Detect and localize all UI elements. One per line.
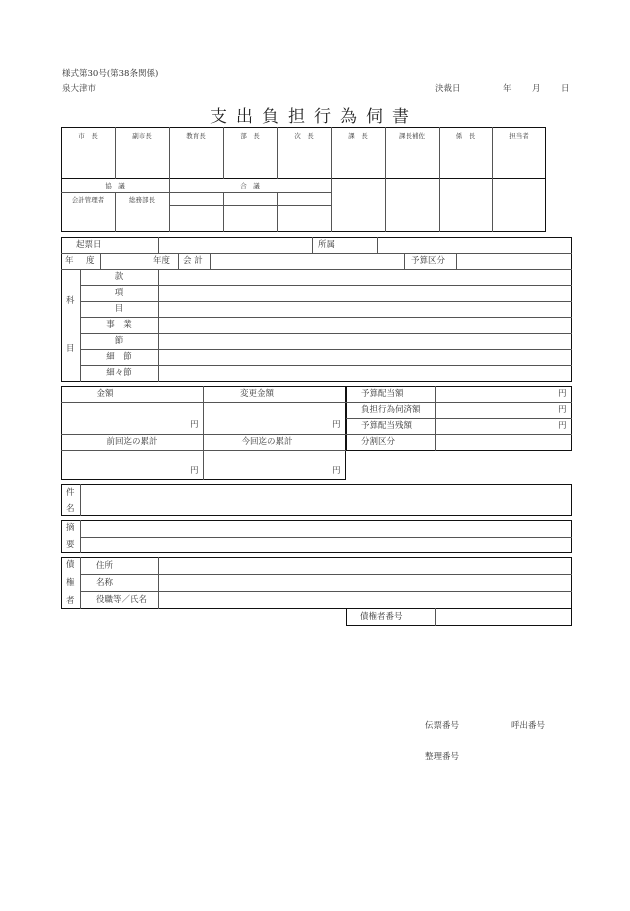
grid-line — [385, 127, 386, 232]
approval-divider — [61, 178, 546, 179]
subject-row-label: 事 業 — [106, 320, 132, 330]
grid-line — [203, 386, 204, 480]
grid-line — [169, 205, 331, 206]
summary-field-line-2[interactable] — [82, 538, 570, 552]
subject-row-label: 目 — [114, 304, 124, 314]
approval-stamp-table — [61, 127, 546, 232]
grid-line — [158, 557, 159, 609]
stamp-label-subsection-chief: 係 長 — [455, 132, 476, 140]
grid-line — [61, 450, 346, 451]
committed-amount-label: 負担行為伺済額 — [361, 405, 421, 415]
subject-row-label: 款 — [114, 272, 124, 282]
changed-amount-label: 変更金額 — [239, 389, 274, 399]
subject-row-label: 細々節 — [106, 368, 132, 378]
previous-total-label: 前回迄の累計 — [106, 437, 158, 447]
amount-yen: 円 — [190, 420, 199, 430]
split-category-field[interactable] — [437, 435, 570, 449]
summary-label-char: 摘 — [66, 523, 75, 533]
creditor-name-field[interactable] — [160, 576, 570, 590]
stamp-label-assistant-chief: 課長補佐 — [399, 132, 425, 140]
stamp-label-deputy-director: 次 長 — [294, 132, 314, 140]
account-label: 会 計 — [183, 256, 203, 266]
changed-amount-field[interactable] — [205, 404, 331, 432]
subject-row-label: 細 節 — [106, 352, 132, 362]
department-field[interactable] — [379, 238, 571, 252]
draft-date-label: 起票日 — [76, 240, 102, 250]
subject-label-char: 名 — [66, 504, 75, 514]
grid-line — [404, 253, 405, 269]
amount-field[interactable] — [63, 404, 191, 432]
joint-consultation-label: 合 議 — [240, 182, 260, 190]
creditor-name-label: 名称 — [96, 578, 114, 588]
subject-field-moku[interactable] — [160, 302, 571, 316]
budget-allocation-label: 予算配当額 — [361, 389, 404, 399]
fiscal-year-label: 年 度 — [65, 256, 97, 266]
summary-field-line-1[interactable] — [82, 522, 570, 536]
account-field[interactable] — [212, 254, 402, 268]
current-total-label: 今回迄の累計 — [241, 437, 293, 447]
stamp-label-mayor: 市 長 — [78, 132, 98, 140]
subject-field-saisaisetsu[interactable] — [160, 366, 571, 380]
summary-label-char: 要 — [66, 540, 75, 550]
subject-title-field[interactable] — [82, 486, 570, 514]
grid-line — [377, 237, 378, 253]
decision-day-label: 日 — [561, 84, 570, 94]
grid-line — [492, 127, 493, 232]
grid-line — [439, 127, 440, 232]
subject-field-project[interactable] — [160, 318, 571, 332]
creditor-title-name-field[interactable] — [160, 593, 570, 607]
creditor-address-label: 住所 — [96, 561, 114, 571]
fiscal-year-field[interactable] — [102, 254, 152, 268]
decision-month-label: 月 — [532, 84, 541, 94]
subject-row-label: 項 — [114, 288, 124, 298]
grid-line — [456, 253, 457, 269]
stamp-label-superintendent: 教育長 — [186, 132, 206, 140]
committed-amount-yen: 円 — [558, 405, 567, 415]
department-label: 所属 — [318, 240, 336, 250]
grid-line — [210, 253, 211, 269]
stamp-label-general-affairs-director: 総務部長 — [129, 196, 155, 204]
previous-total-field[interactable] — [63, 452, 191, 478]
creditor-number-field[interactable] — [437, 609, 570, 625]
budget-remaining-label: 予算配当残額 — [361, 421, 413, 431]
grid-line — [158, 269, 159, 382]
voucher-number-label: 伝票番号 — [425, 721, 460, 731]
fiscal-year-suffix: 年度 — [153, 256, 171, 266]
subject-field-kan[interactable] — [160, 270, 571, 284]
grid-line — [331, 127, 332, 232]
creditor-label-char: 権 — [66, 578, 75, 588]
draft-date-field[interactable] — [160, 238, 311, 252]
grid-line — [80, 574, 572, 575]
grid-line — [80, 557, 81, 609]
committed-amount-field[interactable] — [437, 403, 557, 417]
creditor-address-field[interactable] — [160, 559, 570, 573]
stamp-label-deputy-mayor: 副市長 — [132, 132, 152, 140]
budget-category-field[interactable] — [458, 254, 571, 268]
budget-category-label: 予算区分 — [411, 256, 446, 266]
creditor-title-name-label: 役職等／氏名 — [96, 595, 148, 605]
grid-line — [178, 253, 179, 269]
grid-line — [158, 237, 159, 253]
creditor-label-char: 者 — [66, 596, 75, 606]
decision-date-label: 決裁日 — [435, 84, 461, 94]
grid-line — [61, 402, 346, 403]
stamp-label-section-chief: 課 長 — [348, 132, 368, 140]
subject-label-char: 件 — [66, 488, 75, 498]
grid-line — [100, 253, 101, 269]
reference-number-label: 整理番号 — [425, 752, 460, 762]
creditor-number-label: 債権者番号 — [360, 612, 403, 622]
stamp-label-accounting-manager: 会計管理者 — [71, 196, 105, 204]
call-number-label: 呼出番号 — [511, 721, 546, 731]
budget-remaining-field[interactable] — [437, 419, 557, 433]
budget-allocation-yen: 円 — [558, 389, 567, 399]
subject-label-top: 科 — [66, 296, 75, 306]
subject-label-bottom: 目 — [66, 344, 75, 354]
creditor-label-char: 債 — [66, 560, 75, 570]
previous-total-yen: 円 — [190, 466, 199, 476]
grid-line — [223, 192, 224, 232]
grid-line — [169, 127, 170, 232]
subject-field-setsu[interactable] — [160, 334, 571, 348]
form-number: 様式第30号(第38条関係) — [62, 69, 159, 79]
grid-line — [312, 237, 313, 253]
page-title: 支出負担行為伺書 — [210, 107, 418, 127]
amount-label: 金額 — [96, 389, 114, 399]
current-total-yen: 円 — [332, 466, 341, 476]
decision-year-label: 年 — [503, 84, 512, 94]
budget-allocation-field[interactable] — [437, 387, 557, 401]
grid-line — [80, 484, 81, 516]
consultation-label: 協 議 — [105, 182, 125, 190]
city-name: 泉大津市 — [62, 84, 97, 94]
subject-field-kou[interactable] — [160, 286, 571, 300]
budget-remaining-yen: 円 — [558, 421, 567, 431]
current-total-field[interactable] — [205, 452, 331, 478]
stamp-label-director: 部 長 — [240, 132, 260, 140]
grid-line — [435, 608, 436, 626]
split-category-label: 分割区分 — [361, 437, 396, 447]
changed-amount-yen: 円 — [332, 420, 341, 430]
grid-line — [61, 192, 331, 193]
subject-field-saisetsu[interactable] — [160, 350, 571, 364]
grid-line — [277, 192, 278, 232]
grid-line — [80, 591, 572, 592]
grid-line — [61, 434, 346, 435]
subject-row-label: 節 — [114, 336, 124, 346]
stamp-label-person-in-charge: 担当者 — [509, 132, 529, 140]
